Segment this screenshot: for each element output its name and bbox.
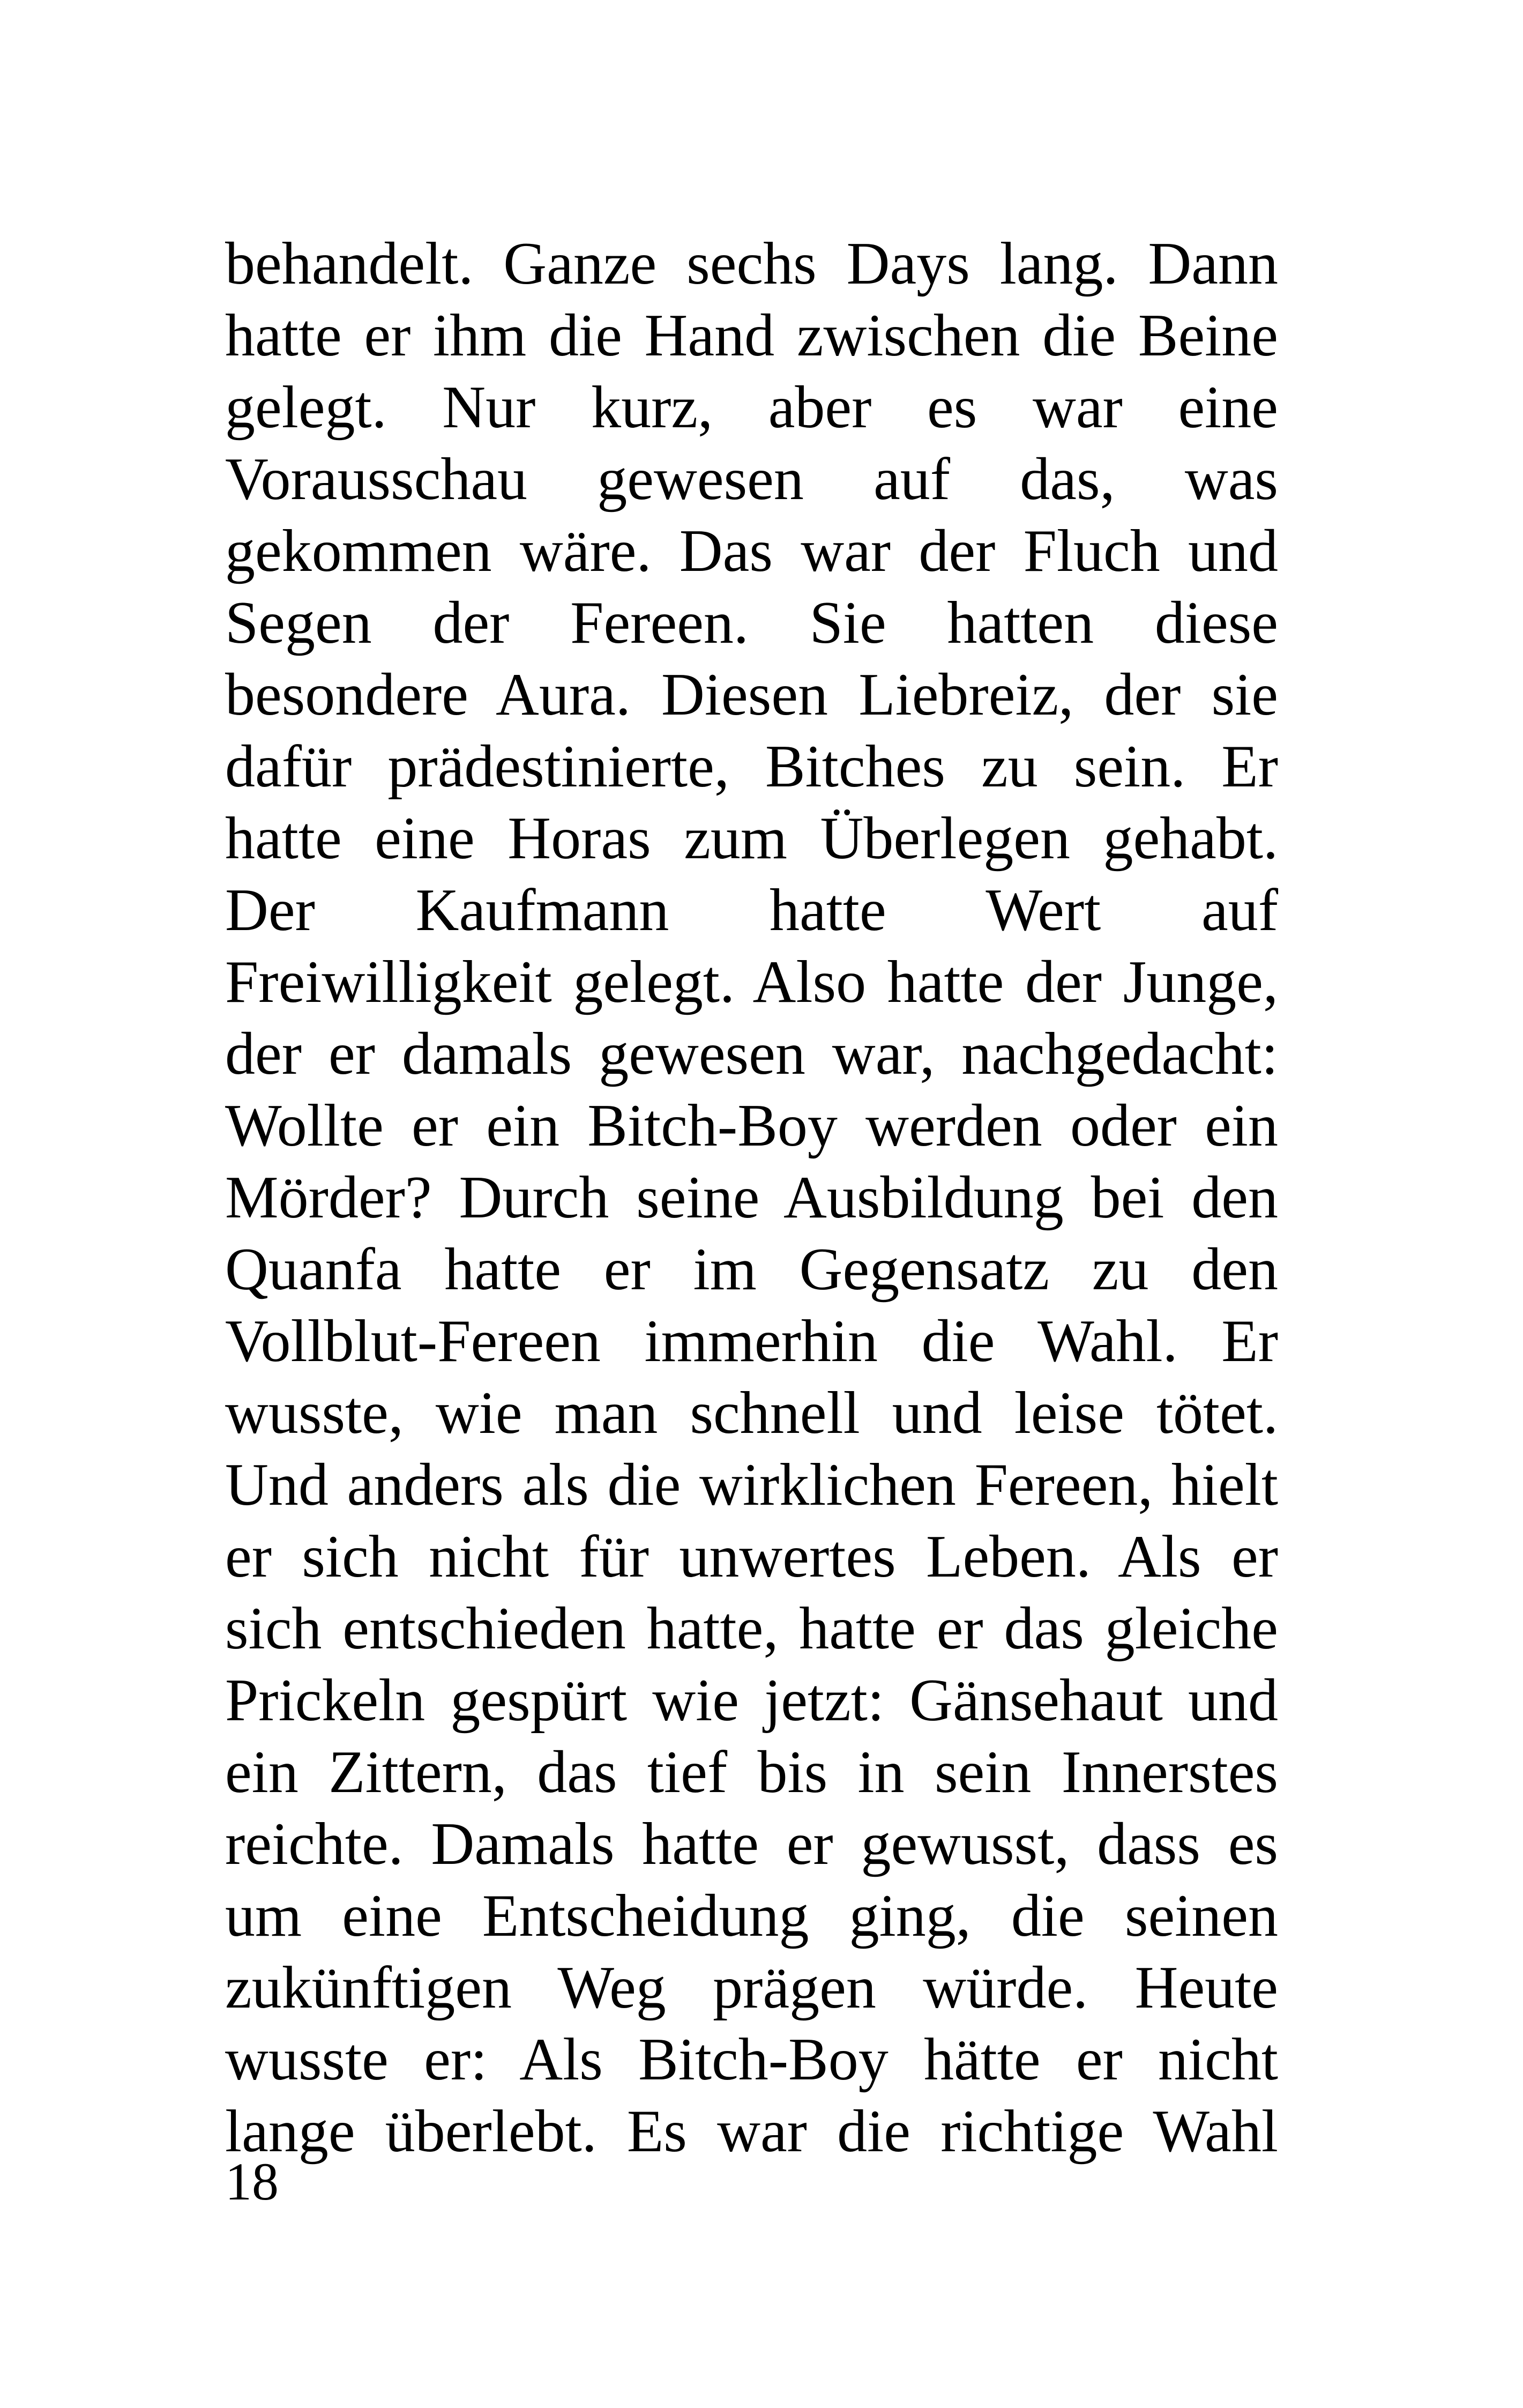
text-line: Wollte er ein Bitch-Boy werden oder ein bbox=[225, 1092, 1278, 1159]
page-number: 18 bbox=[225, 2152, 279, 2211]
text-line: Prickeln gespürt wie jetzt: Gänsehaut und bbox=[225, 1667, 1278, 1734]
text-line: behandelt. Ganze sechs Days lang. Dann bbox=[225, 231, 1278, 297]
text-line: Vorausschau gewesen auf das, was bbox=[225, 446, 1278, 512]
text-line: Quanfa hatte er im Gegensatz zu den bbox=[225, 1236, 1278, 1303]
text-line: wusste er: Als Bitch-Boy hätte er nicht bbox=[225, 2026, 1278, 2093]
text-line: hatte er ihm die Hand zwischen die Beine bbox=[225, 302, 1278, 369]
text-line: Mörder? Durch seine Ausbildung bei den bbox=[225, 1164, 1278, 1231]
text-line: Vollblut-Fereen immerhin die Wahl. Er bbox=[225, 1308, 1278, 1374]
text-line: ein Zittern, das tief bis in sein Innerstes bbox=[225, 1739, 1278, 1805]
text-line: sich entschieden hatte, hatte er das gleiche bbox=[225, 1595, 1278, 1662]
text-line: reichte. Damals hatte er gewusst, dass es bbox=[225, 1811, 1278, 1877]
text-line: wusste, wie man schnell und leise tötet. bbox=[225, 1380, 1278, 1446]
body-text bbox=[225, 228, 1278, 2167]
text-line: Segen der Fereen. Sie hatten diese bbox=[225, 590, 1278, 656]
text-line: Freiwilligkeit gelegt. Also hatte der Junge, bbox=[225, 949, 1278, 1015]
text-line: hatte eine Horas zum Überlegen gehabt. bbox=[225, 805, 1278, 872]
text-line: um eine Entscheidung ging, die seinen bbox=[225, 1883, 1278, 1949]
text-line: Und anders als die wirklichen Fereen, hielt bbox=[225, 1452, 1278, 1518]
text-line: besondere Aura. Diesen Liebreiz, der sie bbox=[225, 662, 1278, 728]
text-line: er sich nicht für unwertes Leben. Als er bbox=[225, 1523, 1278, 1590]
text-line: gekommen wäre. Das war der Fluch und bbox=[225, 518, 1278, 584]
text-line: lange überlebt. Es war die richtige Wahl bbox=[225, 2098, 1278, 2165]
text-line: dafür prädestinierte, Bitches zu sein. Er bbox=[225, 733, 1278, 800]
text-line: zukünftigen Weg prägen würde. Heute bbox=[225, 1954, 1278, 2021]
text-line: gelegt. Nur kurz, aber es war eine bbox=[225, 374, 1278, 441]
text-line: der er damals gewesen war, nachgedacht: bbox=[225, 1021, 1278, 1087]
text-line: Der Kaufmann hatte Wert auf bbox=[225, 877, 1278, 943]
